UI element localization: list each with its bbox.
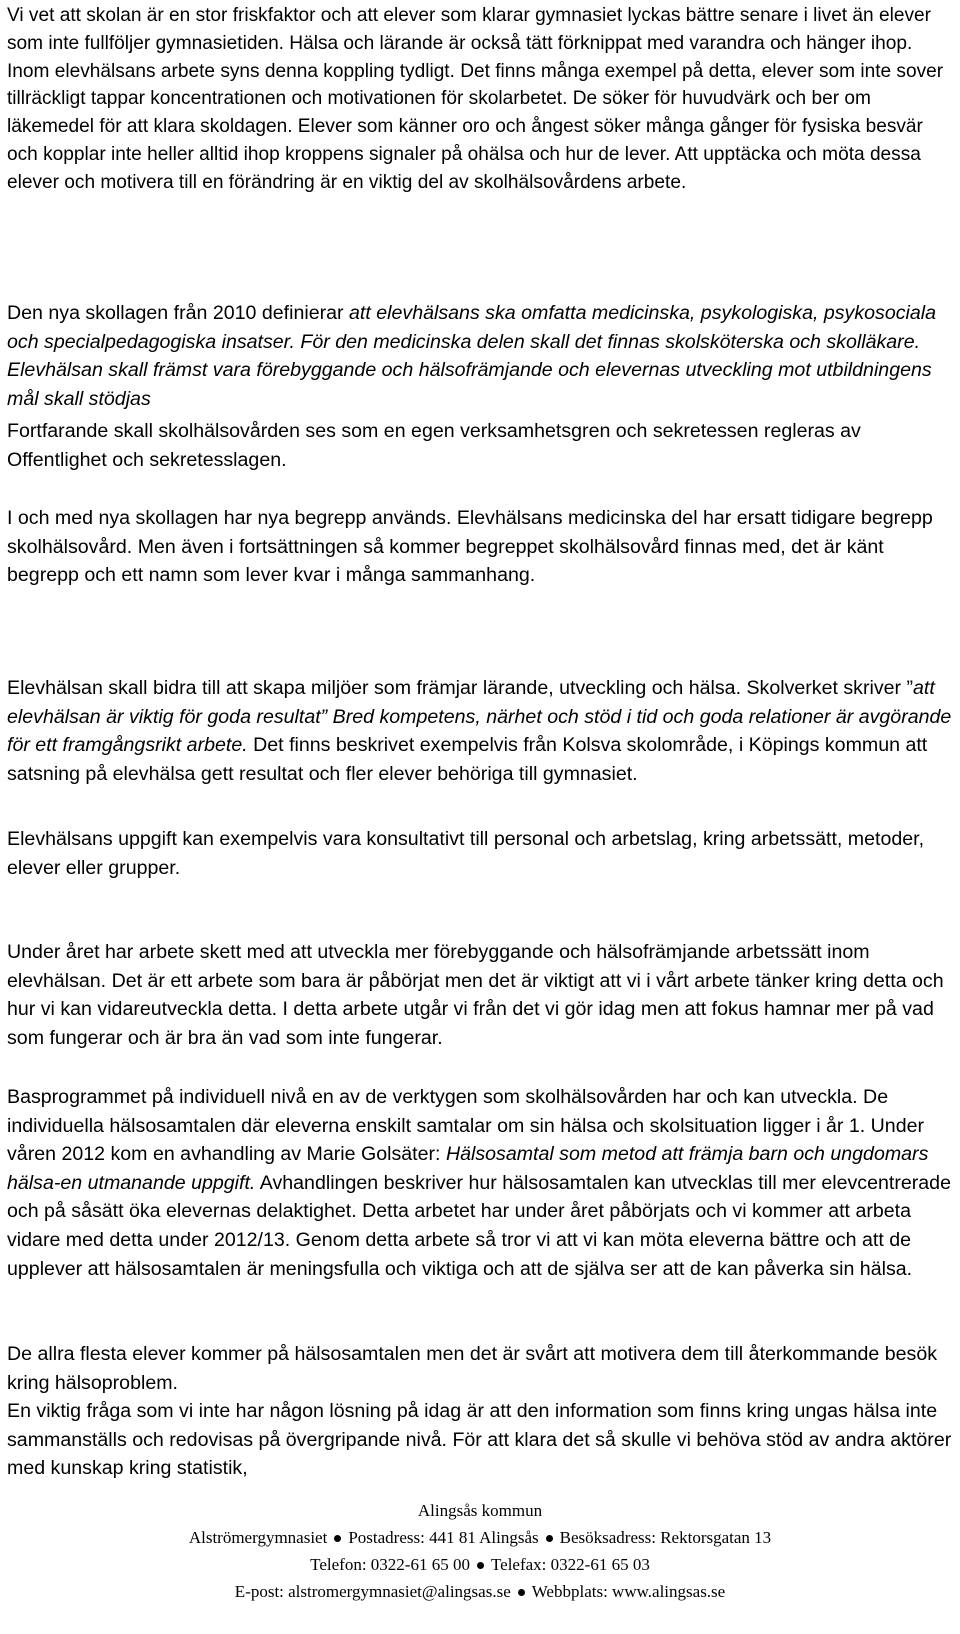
paragraph-text: Elevhälsan skall bidra till att skapa miljöer som främjar lärande, utveckling och hälsa. Skolverket skriver ” — [7, 677, 914, 699]
paragraph-health-talks: De allra flesta elever kommer på hälsosamtalen men det är svårt att motivera dem till återkommande besök kring hälsoproblem. — [7, 1343, 938, 1394]
paragraph-skolverket — [7, 674, 953, 788]
paragraph-preventive-work: Under året har arbete skett med att utveckla mer förebyggande och hälsofrämjande arbetssätt inom elevhälsan. Det är ett arbete som bara är påbörjat men det är viktigt att vi i vårt arbete tänker kring detta och hur vi kan vidareutveckla detta. I detta arbete utgår vi från det vi gör idag men att fokus hamnar mer på vad som fungerar och är bra än vad som inte fungerar. — [7, 941, 944, 1049]
paragraph-text: Avhandlingen beskriver hur hälsosamtalen kan utvecklas till mer elevcentrerade och på såsätt öka elevernas delaktighet. Detta arbetet har under året påbörjats och vi kommer att arbeta vidare med detta under 2012/13. Genom detta arbete så tror vi att vi kan möta eleverna bättre och att de upplever att hälsosamtalen är meningsfulla och viktiga och att de själva ser att de kan påverka sin hälsa. — [7, 1171, 951, 1280]
bullet-icon — [518, 1589, 525, 1596]
page-footer — [0, 1497, 960, 1605]
footer-phone-line — [0, 1551, 960, 1578]
footer-web: Webbplats: www.alingsas.se — [531, 1582, 726, 1601]
footer-visit: Besöksadress: Rektorsgatan 13 — [559, 1528, 772, 1547]
paragraph-statistics: En viktig fråga som vi inte har någon lösning på idag är att den information som finns kring ungas hälsa inte sammanställs och redovisas på övergripande nivå. För att klara det så skulle vi behöva stöd av andra aktörer med kunskap kring statistik, — [7, 1400, 952, 1480]
italic-thesis-title: Hälsosamtal som metod att främja barn och ungdomars hälsa-en utmanande uppgift. — [7, 1143, 929, 1194]
footer-fax: Telefax: 0322-61 65 03 — [490, 1555, 650, 1574]
footer-phone: Telefon: 0322-61 65 00 — [310, 1555, 470, 1574]
footer-postal: Postadress: 441 81 Alingsås — [348, 1528, 539, 1547]
paragraph-text: Det finns beskrivet exempelvis från Kolsva skolområde, i Köpings kommun att satsning på elevhälsa gett resultat och fler elever behöriga till gymnasiet. — [7, 734, 928, 785]
footer-email: E-post: alstromergymnasiet@alingsas.se — [234, 1582, 511, 1601]
footer-org: Alingsås kommun — [417, 1501, 543, 1520]
footer-address-line — [0, 1524, 960, 1551]
paragraph-school-health: Vi vet att skolan är en stor friskfaktor och att elever som klarar gymnasiet lyckas bättre senare i livet än elever som inte fullföljer gymnasietiden. Hälsa och lärande är också tätt förknippat med varandra och hänger ihop. Inom elevhälsans arbete syns denna koppling tydligt. Det finns många exempel på detta, elever som inte sover tillräckligt tappar koncentrationen och motivationen för skolarbetet. De söker för huvudvärk och ber om läkemedel för att klara skoldagen. Elever som känner oro och ångest söker många gånger för fysiska besvär och kopplar inte heller alltid ihop kroppens signaler på ohälsa och hur de lever. Att upptäcka och möta dessa elever och motivera till en förändring är en viktig del av skolhälsovårdens arbete. — [7, 5, 944, 193]
paragraph-text: Den nya skollagen från 2010 definierar — [7, 302, 350, 324]
footer-school: Alströmergymnasiet — [188, 1528, 328, 1547]
bullet-icon — [477, 1562, 484, 1569]
paragraph-task: Elevhälsans uppgift kan exempelvis vara konsultativt till personal och arbetslag, kring arbetssätt, metoder, elever eller grupper. — [7, 828, 925, 879]
italic-text: att elevhälsans ska omfatta medicinska, psykologiska, psykosociala och specialpedagogiska insatser. För den medicinska delen skall det finnas skolsköterska och skolläkare. Elevhälsan skall främst vara förebyggande och hälsofrämjande och elevernas utveckling mot utbildningens mål skall stödjas — [7, 302, 937, 410]
bullet-icon — [334, 1535, 341, 1542]
bullet-icon — [546, 1535, 553, 1542]
italic-quote: att elevhälsan är viktig för goda resultat” Bred kompetens, närhet och stöd i tid och goda relationer är avgörande för ett framgångsrikt arbete. — [7, 677, 952, 757]
paragraph-basic-program — [7, 1083, 953, 1283]
paragraph-new-school-law — [7, 299, 953, 413]
paragraph-concepts: I och med nya skollagen har nya begrepp används. Elevhälsans medicinska del har ersatt tidigare begrepp skolhälsovård. Men även i fortsättningen så kommer begreppet skolhälsovård finnas med, det är känt begrepp och ett namn som lever kvar i många sammanhang. — [7, 507, 933, 587]
footer-contact-line — [0, 1578, 960, 1605]
paragraph-secrecy: Fortfarande skall skolhälsovården ses som en egen verksamhetsgren och sekretessen regleras av Offentlighet och sekretesslagen. — [7, 420, 861, 471]
paragraph-text: Basprogrammet på individuell nivå en av de verktygen som skolhälsovården har och kan utveckla. De individuella hälsosamtalen där eleverna enskilt samtalar om sin hälsa och skolsituation ligger i år 1. Under våren 2012 kom en avhandling av Marie Golsäter: — [7, 1086, 925, 1166]
